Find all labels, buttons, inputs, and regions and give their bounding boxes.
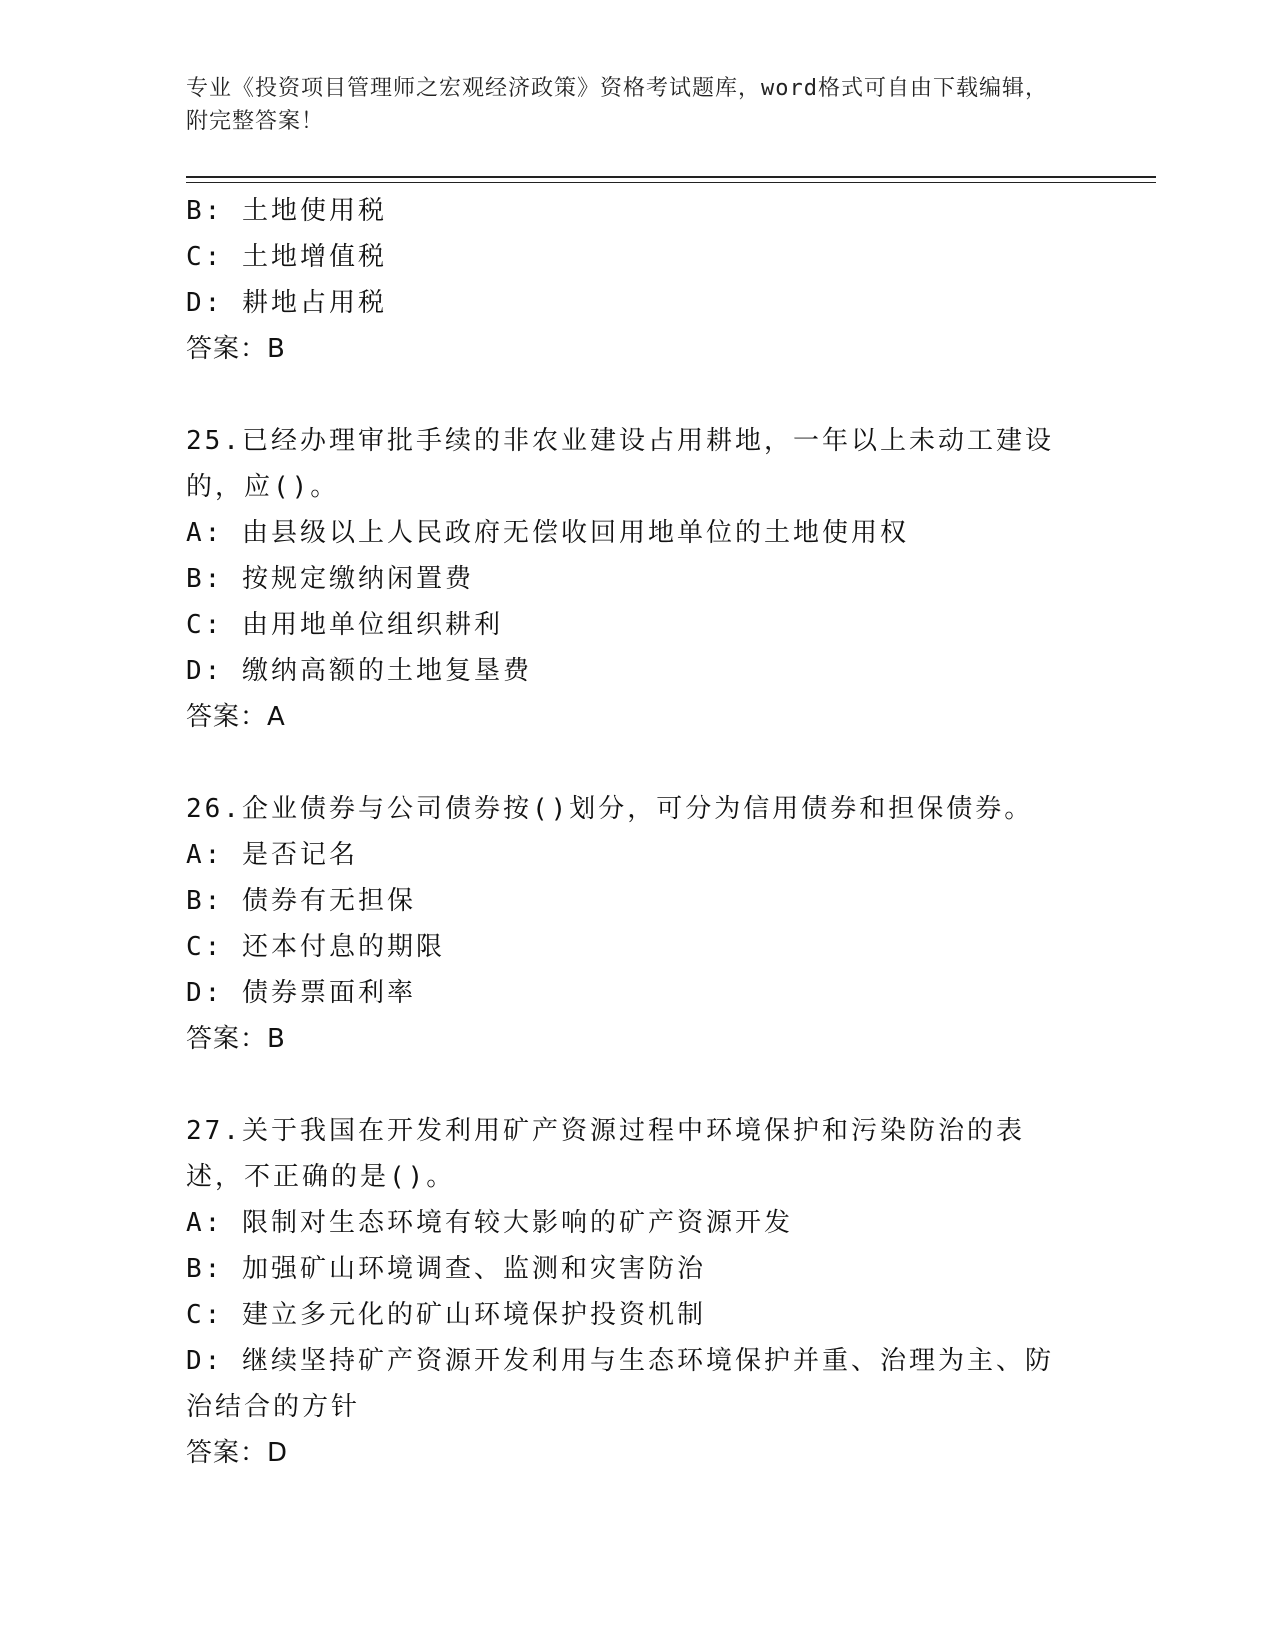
document-header: 专业《投资项目管理师之宏观经济政策》资格考试题库，word格式可自由下载编辑，附完整答案！: [186, 76, 1048, 134]
option-c: C: 土地增值税: [186, 242, 387, 272]
question-stem: 26.企业债券与公司债券按()划分，可分为信用债券和担保债券。: [186, 794, 1034, 824]
question-27: [186, 1108, 1076, 1476]
document-page: [186, 0, 1156, 1650]
header-rule-thin: [186, 182, 1156, 183]
question-26: [186, 786, 1076, 1062]
answer-line: 答案：A: [186, 702, 286, 732]
option-a: A: 是否记名: [186, 840, 358, 870]
option-d: D: 继续坚持矿产资源开发利用与生态环境保护并重、治理为主、防治结合的方针: [186, 1346, 1054, 1422]
header-rule-thick: [186, 176, 1156, 178]
question-25: [186, 418, 1076, 740]
option-c: C: 建立多元化的矿山环境保护投资机制: [186, 1300, 706, 1330]
answer-line: 答案：B: [186, 334, 286, 364]
answer-line: 答案：D: [186, 1438, 289, 1468]
answer-line: 答案：B: [186, 1024, 286, 1054]
option-a: A: 限制对生态环境有较大影响的矿产资源开发: [186, 1208, 793, 1238]
partial-question: [186, 188, 1076, 372]
option-d: D: 耕地占用税: [186, 288, 387, 318]
option-a: A: 由县级以上人民政府无偿收回用地单位的土地使用权: [186, 518, 909, 548]
option-c: C: 还本付息的期限: [186, 932, 445, 962]
option-b: B: 按规定缴纳闲置费: [186, 564, 474, 594]
option-b: B: 土地使用税: [186, 196, 387, 226]
option-b: B: 加强矿山环境调查、监测和灾害防治: [186, 1254, 706, 1284]
option-d: D: 债券票面利率: [186, 978, 416, 1008]
question-list: [186, 188, 1076, 1476]
option-b: B: 债券有无担保: [186, 886, 416, 916]
question-stem: 25.已经办理审批手续的非农业建设占用耕地，一年以上未动工建设的，应()。: [186, 426, 1054, 502]
option-d: D: 缴纳高额的土地复垦费: [186, 656, 532, 686]
question-stem: 27.关于我国在开发利用矿产资源过程中环境保护和污染防治的表述，不正确的是()。: [186, 1116, 1025, 1192]
option-c: C: 由用地单位组织耕利: [186, 610, 503, 640]
